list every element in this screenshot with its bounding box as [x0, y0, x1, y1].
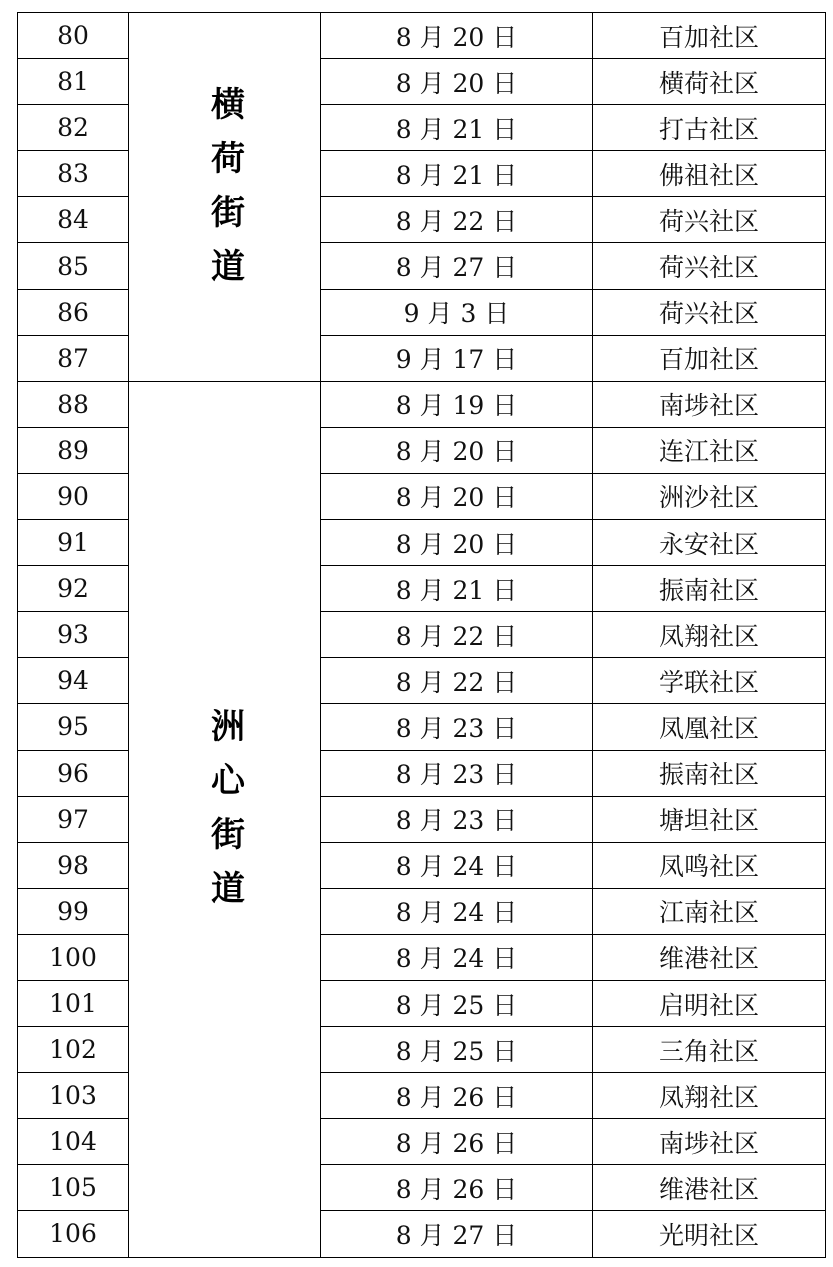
row-number-cell: 103	[18, 1073, 129, 1119]
community-cell: 光明社区	[593, 1211, 826, 1257]
row-number-cell: 86	[18, 289, 129, 335]
row-number-cell: 93	[18, 612, 129, 658]
date-cell: 8 月 23 日	[321, 704, 593, 750]
district-name: 洲心街道	[204, 708, 245, 925]
date-cell: 8 月 21 日	[321, 566, 593, 612]
table-row	[18, 381, 826, 427]
row-number-cell: 98	[18, 842, 129, 888]
date-cell: 8 月 25 日	[321, 1027, 593, 1073]
community-cell: 百加社区	[593, 13, 826, 59]
date-cell: 8 月 26 日	[321, 1073, 593, 1119]
date-cell: 8 月 20 日	[321, 13, 593, 59]
community-cell: 江南社区	[593, 888, 826, 934]
row-number-cell: 88	[18, 381, 129, 427]
community-cell: 维港社区	[593, 934, 826, 980]
community-cell: 凤凰社区	[593, 704, 826, 750]
date-cell: 8 月 27 日	[321, 1211, 593, 1257]
district-cell	[129, 381, 321, 1257]
date-cell: 8 月 26 日	[321, 1119, 593, 1165]
row-number-cell: 85	[18, 243, 129, 289]
row-number-cell: 89	[18, 427, 129, 473]
date-cell: 8 月 19 日	[321, 381, 593, 427]
row-number-cell: 97	[18, 796, 129, 842]
community-cell: 南埗社区	[593, 381, 826, 427]
date-cell: 8 月 20 日	[321, 473, 593, 519]
row-number-cell: 104	[18, 1119, 129, 1165]
row-number-cell: 94	[18, 658, 129, 704]
community-cell: 凤翔社区	[593, 1073, 826, 1119]
community-cell: 振南社区	[593, 750, 826, 796]
row-number-cell: 96	[18, 750, 129, 796]
row-number-cell: 100	[18, 934, 129, 980]
row-number-cell: 106	[18, 1211, 129, 1257]
community-cell: 学联社区	[593, 658, 826, 704]
schedule-table	[17, 12, 826, 1258]
date-cell: 8 月 21 日	[321, 105, 593, 151]
community-cell: 凤鸣社区	[593, 842, 826, 888]
schedule-table-body	[18, 13, 826, 1258]
community-cell: 永安社区	[593, 520, 826, 566]
community-cell: 荷兴社区	[593, 243, 826, 289]
row-number-cell: 92	[18, 566, 129, 612]
row-number-cell: 90	[18, 473, 129, 519]
date-cell: 8 月 22 日	[321, 658, 593, 704]
community-cell: 洲沙社区	[593, 473, 826, 519]
community-cell: 维港社区	[593, 1165, 826, 1211]
row-number-cell: 102	[18, 1027, 129, 1073]
district-name: 横荷街道	[204, 85, 245, 302]
community-cell: 百加社区	[593, 335, 826, 381]
row-number-cell: 101	[18, 980, 129, 1026]
date-cell: 8 月 21 日	[321, 151, 593, 197]
date-cell: 8 月 24 日	[321, 842, 593, 888]
date-cell: 8 月 20 日	[321, 427, 593, 473]
date-cell: 8 月 24 日	[321, 934, 593, 980]
row-number-cell: 95	[18, 704, 129, 750]
date-cell: 9 月 17 日	[321, 335, 593, 381]
row-number-cell: 87	[18, 335, 129, 381]
row-number-cell: 99	[18, 888, 129, 934]
row-number-cell: 105	[18, 1165, 129, 1211]
community-cell: 塘坦社区	[593, 796, 826, 842]
date-cell: 8 月 22 日	[321, 612, 593, 658]
community-cell: 南埗社区	[593, 1119, 826, 1165]
date-cell: 8 月 22 日	[321, 197, 593, 243]
row-number-cell: 82	[18, 105, 129, 151]
community-cell: 凤翔社区	[593, 612, 826, 658]
community-cell: 荷兴社区	[593, 289, 826, 335]
date-cell: 8 月 20 日	[321, 59, 593, 105]
date-cell: 9 月 3 日	[321, 289, 593, 335]
date-cell: 8 月 23 日	[321, 796, 593, 842]
date-cell: 8 月 24 日	[321, 888, 593, 934]
district-cell	[129, 13, 321, 382]
community-cell: 打古社区	[593, 105, 826, 151]
row-number-cell: 81	[18, 59, 129, 105]
community-cell: 启明社区	[593, 980, 826, 1026]
community-cell: 荷兴社区	[593, 197, 826, 243]
community-cell: 佛祖社区	[593, 151, 826, 197]
date-cell: 8 月 20 日	[321, 520, 593, 566]
row-number-cell: 91	[18, 520, 129, 566]
row-number-cell: 80	[18, 13, 129, 59]
table-row	[18, 13, 826, 59]
row-number-cell: 84	[18, 197, 129, 243]
community-cell: 横荷社区	[593, 59, 826, 105]
community-cell: 振南社区	[593, 566, 826, 612]
community-cell: 三角社区	[593, 1027, 826, 1073]
date-cell: 8 月 26 日	[321, 1165, 593, 1211]
date-cell: 8 月 25 日	[321, 980, 593, 1026]
row-number-cell: 83	[18, 151, 129, 197]
community-cell: 连江社区	[593, 427, 826, 473]
date-cell: 8 月 27 日	[321, 243, 593, 289]
date-cell: 8 月 23 日	[321, 750, 593, 796]
